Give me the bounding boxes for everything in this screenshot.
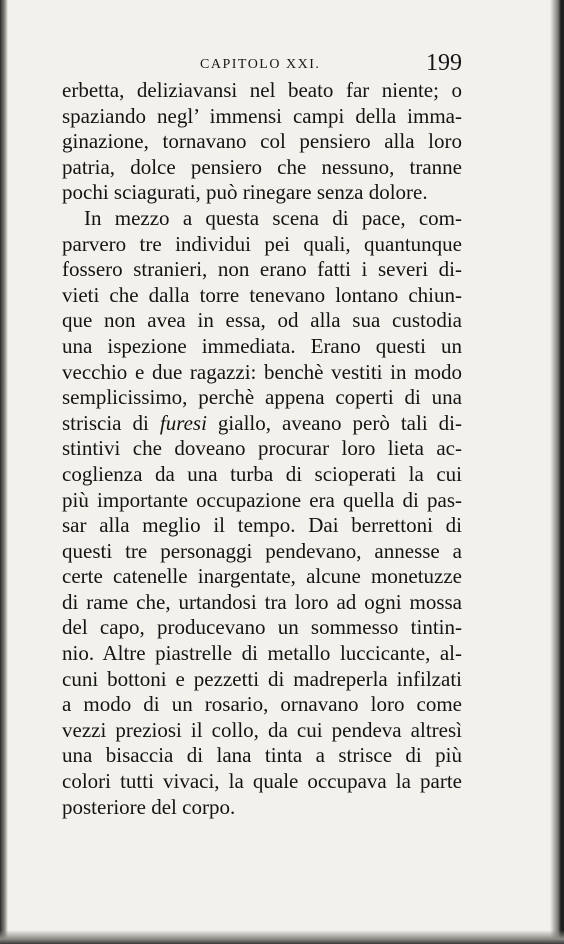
text-line: di rame che, urtandosi tra loro ad ogni mossa bbox=[62, 589, 462, 614]
body-text bbox=[62, 78, 462, 820]
text-line: fossero stranieri, non erano fatti i severi di- bbox=[62, 257, 462, 282]
text-line: posteriore del corpo. bbox=[62, 794, 236, 819]
text-line: vieti che dalla torre tenevano lontano chiun- bbox=[62, 282, 462, 307]
text-line: stintivi che doveano procurar loro lieta ac- bbox=[62, 436, 462, 461]
running-title: CAPITOLO XXI. bbox=[200, 57, 321, 72]
text-line: que non avea in essa, od alla sua custodia bbox=[62, 308, 462, 333]
text-line: del capo, producevano un sommesso tintin- bbox=[62, 615, 462, 640]
text-line: semplicissimo, perchè appena coperti di una bbox=[62, 385, 462, 410]
text-line: una ispezione immediata. Erano questi un bbox=[62, 333, 462, 358]
page-right-edge bbox=[550, 0, 564, 944]
text-line: vecchio e due ragazzi: benchè vestiti in modo bbox=[62, 359, 462, 384]
page-header bbox=[200, 50, 462, 80]
text-line: ginazione, tornavano col pensiero alla loro bbox=[62, 129, 462, 154]
page-left-edge bbox=[0, 0, 8, 944]
text-line: una bisaccia di lana tinta a strisce di più bbox=[62, 743, 462, 768]
text-line: più importante occupazione era quella di pas- bbox=[62, 487, 462, 512]
text-line: certe catenelle inargentate, alcune monetuzze bbox=[62, 564, 462, 589]
text-line: a modo di un rosario, ornavano loro come bbox=[62, 692, 462, 717]
text-line: parvero tre individui pei quali, quantunque bbox=[62, 231, 462, 256]
text-line: questi tre personaggi pendevano, annesse a bbox=[62, 538, 462, 563]
text-line: nio. Altre piastrelle di metallo luccicante, al- bbox=[62, 641, 462, 666]
text-line: colori tutti vivaci, la quale occupava la parte bbox=[62, 769, 462, 794]
text-line: sar alla meglio il tempo. Dai berrettoni di bbox=[62, 513, 462, 538]
text-line: cuni bottoni e pezzetti di madreperla infilzati bbox=[62, 666, 462, 691]
page-number: 199 bbox=[426, 50, 462, 76]
text-line: In mezzo a questa scena di pace, com- bbox=[84, 205, 462, 230]
text-line: striscia di furesi giallo, aveano però tali di- bbox=[62, 410, 462, 435]
text-line: erbetta, deliziavansi nel beato far niente; o bbox=[62, 78, 462, 102]
text-line: patria, dolce pensiero che nessuno, tranne bbox=[62, 154, 462, 179]
page-bottom-edge bbox=[0, 930, 564, 944]
text-line: coglienza da una turba di scioperati la cui bbox=[62, 461, 462, 486]
text-line: pochi sciagurati, può rinegare senza dolore. bbox=[62, 180, 428, 205]
text-line: vezzi preziosi il collo, da cui pendeva altresì bbox=[62, 717, 462, 742]
text-line: spaziando negl’ immensi campi della imma- bbox=[62, 103, 462, 128]
